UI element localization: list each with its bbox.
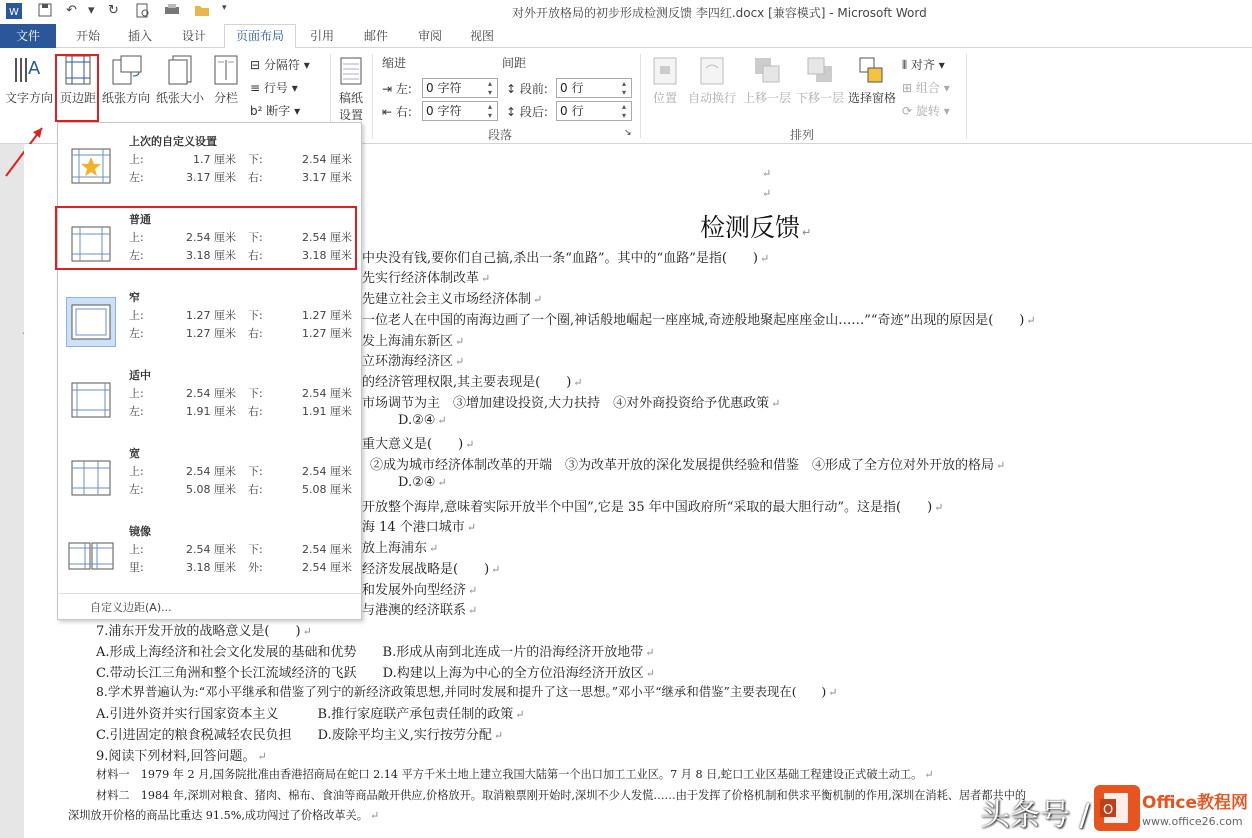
option-key: 上:	[129, 153, 144, 166]
option-key: 下:	[248, 387, 263, 400]
document-line: 8.学术界普遍认为:“邓小平继承和借鉴了列宁的新经济政策思想,并同时发展和提升了这一思想。”邓小平“继承和借鉴”主要表现在( ) ↵	[96, 684, 838, 699]
print-preview-icon[interactable]	[136, 3, 150, 23]
document-line: 先建立社会主义市场经济体制 ↵	[362, 292, 543, 307]
size-button[interactable]	[154, 54, 206, 106]
option-name: 上次的自定义设置	[129, 135, 217, 148]
word-app-icon	[6, 3, 22, 23]
document-line: 开放整个海岸,意味着实际开放半个中国”,它是 35 年中国政府所“采取的最大胆行动”。这是指( ) ↵	[362, 500, 944, 515]
indent-right-input[interactable]: 0 字符 ▴▾	[422, 101, 498, 121]
watermark-url: www.office26.com	[1142, 815, 1243, 828]
option-key: 上:	[129, 309, 144, 322]
indent-right-label: ⇤ 右:	[382, 105, 412, 119]
document-line: C.引进固定的粮食税减轻农民负担 D.废除平均主义,实行按劳分配 ↵	[96, 728, 504, 743]
option-key: 右:	[248, 171, 263, 184]
option-value: 1.27 厘米	[302, 327, 352, 340]
option-value: 1.27 厘米	[186, 327, 236, 340]
svg-text:A: A	[28, 58, 41, 79]
option-key: 上:	[129, 387, 144, 400]
svg-text:O: O	[1103, 803, 1114, 818]
margin-mirrored-icon	[66, 531, 116, 581]
document-line: C.带动长江三角洲和整个长江流域经济的飞跃 D.构建以上海为中心的全方位沿海经济开放区 ↵	[96, 666, 655, 681]
group-icon: ⊞	[902, 81, 913, 95]
rotate-icon: ⟳	[902, 104, 913, 118]
selection-pane-button[interactable]	[846, 56, 898, 106]
tab-design[interactable]: 设计	[182, 29, 207, 43]
option-value: 2.54 厘米	[186, 543, 236, 556]
option-name: 窄	[129, 291, 140, 304]
text-direction-icon	[4, 54, 54, 89]
option-name: 适中	[129, 369, 151, 382]
option-value: 3.18 厘米	[186, 249, 236, 262]
option-value: 2.54 厘米	[302, 561, 352, 574]
margin-option-wide[interactable]	[62, 439, 358, 511]
document-line: 材料一 1979 年 2 月,国务院批准由香港招商局在蛇口 2.14 平方千米土地上建立我国大陆第一个出口加工工业区。7 月 8 日,蛇口工业区基础工程建设正式破土动工。 ↵	[96, 768, 934, 781]
option-value: 2.54 厘米	[302, 153, 352, 166]
ribbon-separator	[640, 54, 641, 138]
custom-margins-menu-item[interactable]: 自定义边距(A)...	[90, 601, 172, 614]
position-label: 位置	[652, 91, 677, 105]
window-title: 对外开放格局的初步形成检测反馈 李四红.docx [兼容模式] - Microsoft Word	[512, 6, 927, 20]
option-name: 宽	[129, 447, 140, 460]
spacing-after-input[interactable]: 0 行 ▴▾	[556, 101, 632, 121]
align-label: 对齐	[910, 58, 935, 72]
document-line: 深圳放开价格的商品比重达 91.5%,成功闯过了价格改革关。 ↵	[68, 809, 380, 822]
margin-option-mirrored[interactable]	[62, 517, 358, 589]
undo-icon[interactable]: ↶	[66, 3, 77, 18]
document-line: 7.浦东开发开放的战略意义是( ) ↵	[96, 624, 312, 639]
document-line: 与港澳的经济联系 ↵	[362, 603, 478, 618]
document-line: D.②④ ↵	[398, 475, 447, 490]
wrap-text-label: 自动换行	[687, 91, 736, 105]
option-value: 1.91 厘米	[302, 405, 352, 418]
option-key: 左:	[129, 483, 144, 496]
document-line: 海 14 个港口城市 ↵	[362, 520, 477, 535]
option-name: 镜像	[129, 525, 151, 538]
bring-forward-icon	[740, 56, 794, 89]
quick-print-icon[interactable]	[164, 3, 180, 21]
selection-pane-icon	[846, 56, 898, 89]
breaks-label: 分隔符	[263, 58, 300, 72]
bring-forward-label: 上移一层	[742, 91, 791, 105]
columns-button[interactable]	[208, 54, 244, 106]
option-name: 普通	[129, 213, 151, 226]
document-line: 中央没有钱,要你们自己搞,杀出一条“血路”。其中的“血路”是指( ) ↵	[362, 251, 770, 266]
document-line: A.形成上海经济和社会文化发展的基础和优势 B.形成从南到北连成一片的沿海经济开放地带 ↵	[96, 645, 655, 660]
group-button[interactable]: ⊞ 组合 ▾	[902, 81, 950, 95]
customize-toolbar-icon[interactable]: ▾	[222, 3, 227, 13]
option-value: 2.54 厘米	[302, 465, 352, 478]
margin-option-moderate[interactable]	[62, 361, 358, 433]
document-line: 放上海浦东 ↵	[362, 541, 439, 556]
indent-left-input[interactable]: 0 字符 ▴▾	[422, 78, 498, 98]
option-key: 上:	[129, 231, 144, 244]
option-value: 5.08 厘米	[302, 483, 352, 496]
document-line: 一位老人在中国的南海边画了一个圈,神话般地崛起一座座城,奇迹般地聚起座座金山……”“奇迹”出现的原因是( ) ↵	[362, 313, 1036, 328]
document-line: A.引进外资并实行国家资本主义 B.推行家庭联产承包责任制的政策 ↵	[96, 707, 525, 722]
option-key: 下:	[248, 153, 263, 166]
ribbon-separator	[372, 54, 373, 138]
position-button[interactable]	[648, 56, 682, 106]
option-value: 3.18 厘米	[186, 561, 236, 574]
document-line: 材料二 1984 年,深圳对粮食、猪肉、棉布、食油等商品敞开供应,价格放开。取消粮票刚开始时,深圳不少人发慌……由于发挥了价格机制和供求平衡机制的作用,深圳在消耗、居者都共中的	[96, 789, 1027, 802]
paragraph-dialog-launcher-icon[interactable]: ↘	[624, 128, 632, 138]
office-logo-icon	[1094, 785, 1140, 831]
document-line: 发上海浦东新区 ↵	[362, 334, 465, 349]
option-key: 上:	[129, 543, 144, 556]
margin-option-narrow[interactable]	[62, 283, 358, 355]
margins-button-highlight	[55, 54, 99, 122]
margin-option-last-custom[interactable]	[62, 127, 358, 199]
line-numbers-button[interactable]: ≡ 行号 ▾	[250, 81, 298, 95]
document-line: 经济发展战略是( ) ↵	[362, 562, 501, 577]
option-value: 1.27 厘米	[186, 309, 236, 322]
rotate-button[interactable]: ⟳ 旋转 ▾	[902, 104, 950, 118]
option-value: 3.17 厘米	[302, 171, 352, 184]
breaks-icon: ⊟	[250, 58, 261, 72]
option-key: 左:	[129, 327, 144, 340]
redo-icon[interactable]: ↻	[108, 3, 119, 18]
menu-separator	[58, 593, 361, 594]
document-line: D.②④ ↵	[398, 413, 447, 428]
send-backward-label: 下移一层	[795, 91, 844, 105]
option-key: 左:	[129, 249, 144, 262]
document-line: 的经济管理权限,其主要表现是( ) ↵	[362, 375, 583, 390]
hyphenation-label: 断字	[266, 104, 291, 118]
option-value: 2.54 厘米	[186, 387, 236, 400]
tab-page-layout[interactable]: 页面布局	[224, 24, 296, 49]
spacing-after-label: ↕ 段后:	[506, 105, 548, 119]
ribbon-separator	[966, 54, 967, 138]
indent-left-label: ⇥ 左:	[382, 82, 412, 96]
size-label: 纸张大小	[155, 91, 204, 105]
margins-dropdown-menu	[57, 122, 362, 620]
document-title: 检测反馈 ↵	[700, 213, 812, 242]
option-key: 左:	[129, 405, 144, 418]
open-folder-icon[interactable]	[194, 3, 210, 21]
arrange-group-label: 排列	[790, 128, 815, 142]
position-icon	[648, 56, 682, 89]
send-backward-button[interactable]	[794, 56, 846, 106]
option-key: 右:	[248, 249, 263, 262]
line-numbers-label: 行号	[263, 81, 288, 95]
spacing-before-label: ↕ 段前:	[506, 82, 548, 96]
selection-pane-label: 选择窗格	[847, 91, 896, 105]
title-bar	[0, 0, 1252, 24]
orientation-label: 纸张方向	[101, 91, 150, 105]
document-line: 市场调节为主 ③增加建设投资,大力扶持 ④对外商投资给予优惠政策 ↵	[362, 396, 781, 411]
document-line: 9.阅读下列材料,回答问题。 ↵	[96, 749, 267, 764]
hyphenation-button[interactable]: b² 断字 ▾	[250, 104, 301, 118]
draft-label-1: 稿纸	[338, 91, 363, 105]
margin-moderate-icon	[66, 375, 116, 425]
option-key: 下:	[248, 543, 263, 556]
option-value: 2.54 厘米	[302, 231, 352, 244]
draft-settings-button[interactable]	[336, 56, 366, 123]
option-key: 下:	[248, 309, 263, 322]
svg-text:W: W	[9, 7, 19, 18]
rotate-label: 旋转	[915, 104, 940, 118]
align-icon: ⫴	[902, 58, 908, 72]
draft-paper-icon	[336, 56, 366, 89]
indent-heading: 缩进	[382, 56, 407, 70]
spacing-heading: 间距	[502, 56, 527, 70]
custom-margin-star-icon	[66, 141, 116, 191]
option-key: 下:	[248, 465, 263, 478]
option-key: 左:	[129, 171, 144, 184]
document-line: 立环渤海经济区 ↵	[362, 354, 465, 369]
breaks-button[interactable]: ⊟ 分隔符 ▾	[250, 58, 310, 72]
option-key: 里:	[129, 561, 144, 574]
hyphenation-icon: b²	[250, 104, 263, 118]
option-value: 3.18 厘米	[302, 249, 352, 262]
arrowhead-1-icon	[33, 128, 42, 138]
margins-label: 页边距	[59, 91, 96, 105]
option-key: 下:	[248, 231, 263, 244]
text-direction-label: 文字方向	[4, 91, 53, 105]
orientation-icon	[100, 54, 152, 89]
draft-label-2: 设置	[338, 108, 363, 122]
paragraph-group-label: 段落	[488, 128, 513, 142]
option-value: 2.54 厘米	[302, 387, 352, 400]
tab-review[interactable]: 审阅	[418, 29, 443, 43]
text-direction-button[interactable]	[4, 54, 54, 106]
document-line: ②成为城市经济体制改革的开端 ③为改革开放的深化发展提供经验和借鉴 ④形成了全方位对外开放的格局 ↵	[370, 458, 1006, 473]
document-line: 和发展外向型经济 ↵	[362, 583, 478, 598]
paper-size-icon	[154, 54, 206, 89]
tab-references[interactable]: 引用	[310, 29, 335, 43]
margin-wide-icon	[66, 453, 116, 503]
normal-option-highlight	[55, 206, 357, 270]
option-value: 3.17 厘米	[186, 171, 236, 184]
option-key: 外:	[248, 561, 263, 574]
save-icon[interactable]	[38, 3, 52, 21]
empty-paragraph-mark: ↵	[762, 187, 772, 200]
line-numbers-icon: ≡	[250, 81, 261, 95]
option-value: 1.7 厘米	[193, 153, 236, 166]
margin-narrow-icon	[66, 297, 116, 347]
columns-label: 分栏	[213, 91, 238, 105]
document-line: 先实行经济体制改革 ↵	[362, 271, 491, 286]
align-button[interactable]: ⫴ 对齐 ▾	[902, 58, 945, 72]
option-key: 右:	[248, 327, 263, 340]
undo-dropdown-icon[interactable]: ▾	[88, 3, 95, 18]
option-key: 右:	[248, 405, 263, 418]
orientation-button[interactable]	[100, 54, 152, 106]
columns-icon	[208, 54, 244, 89]
option-value: 5.08 厘米	[186, 483, 236, 496]
tab-insert[interactable]: 插入	[128, 29, 153, 43]
option-key: 上:	[129, 465, 144, 478]
ribbon-tabs	[0, 24, 1252, 48]
wrap-text-button[interactable]	[686, 56, 738, 106]
option-value: 1.91 厘米	[186, 405, 236, 418]
option-value: 2.54 厘米	[186, 465, 236, 478]
watermark-text: 头条号 /	[980, 798, 1090, 833]
option-value: 1.27 厘米	[302, 309, 352, 322]
option-key: 右:	[248, 483, 263, 496]
document-line: 重大意义是( ) ↵	[362, 437, 475, 452]
send-backward-icon	[794, 56, 846, 89]
option-value: 2.54 厘米	[186, 231, 236, 244]
bring-forward-button[interactable]	[740, 56, 794, 106]
tab-file[interactable]: 文件	[0, 24, 56, 48]
spacing-before-input[interactable]: 0 行 ▴▾	[556, 78, 632, 98]
empty-paragraph-mark: ↵	[762, 167, 772, 180]
tab-view[interactable]: 视图	[470, 29, 495, 43]
group-label: 组合	[915, 81, 940, 95]
wrap-text-icon	[686, 56, 738, 89]
option-value: 2.54 厘米	[302, 543, 352, 556]
watermark-site: Office教程网	[1142, 788, 1248, 813]
tab-home[interactable]: 开始	[76, 29, 101, 43]
tab-mailings[interactable]: 邮件	[364, 29, 389, 43]
